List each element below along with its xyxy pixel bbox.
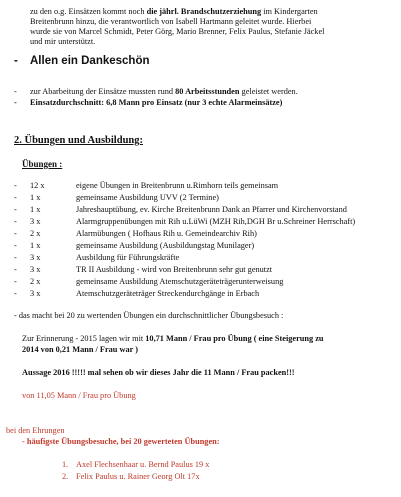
list-bullet: - xyxy=(14,205,17,214)
list-bullet: - xyxy=(14,241,17,250)
honors-rank: 2. xyxy=(62,472,69,481)
list-bullet: - xyxy=(14,265,17,274)
reminder-line-2: 2014 von 0,21 Mann / Frau war ) xyxy=(22,345,139,354)
list-item: Alarmgruppenübungen mit Rih u.LüWi (MZH Rih,DGH Br u.Schreiner Herrschaft) xyxy=(76,217,356,226)
list-item-count: 1 x xyxy=(30,241,41,250)
intro-line-4: und mir unterstützt. xyxy=(30,37,96,46)
list-bullet: - xyxy=(14,181,17,190)
honors-entry: Felix Paulus u. Rainer Georg Olt 17x xyxy=(76,472,200,481)
reminder-line-1: Zur Erinnerung - 2015 lagen wir mit 10,71 Mann / Frau pro Übung ( eine Steigerung zu xyxy=(22,334,324,343)
list-item-count: 1 x xyxy=(30,193,41,202)
list-item-count: 1 x xyxy=(30,205,41,214)
list-item-count: 3 x xyxy=(30,217,41,226)
intro-line-3: wurde sie von Marcel Schmidt, Peter Görg, Mario Brenner, Felix Paulus, Stefanie Jäckel xyxy=(30,27,325,36)
list-bullet: - xyxy=(14,253,17,262)
list-item-count: 2 x xyxy=(30,277,41,286)
work-bullet: - xyxy=(14,87,17,96)
list-bullet: - xyxy=(14,229,17,238)
list-item: TR II Ausbildung - wird von Breitenbrunn sehr gut genutzt xyxy=(76,265,273,274)
intro-line-1: zu den o.g. Einsätzen kommt noch die jährl. Brandschutzerziehung im Kindergarten xyxy=(30,7,318,16)
list-item: eigene Übungen in Breitenbrunn u.Rimhorn teils gemeinsam xyxy=(76,181,279,190)
result-line: von 11,05 Mann / Frau pro Übung xyxy=(22,391,136,400)
list-item-count: 2 x xyxy=(30,229,41,238)
list-bullet: - xyxy=(14,277,17,286)
honors-rank: 1. xyxy=(62,460,69,469)
list-item: Alarmübungen ( Hofhaus Rih u. Gemeindearchiv Rih) xyxy=(76,229,257,238)
avg-line: Einsatzdurchschnitt: 6,8 Mann pro Einsatz (nur 3 echte Alarmeinsätze) xyxy=(30,98,283,107)
list-item: gemeinsame Ausbildung (Ausbildungstag Munilager) xyxy=(76,241,255,250)
thanks-bullet: - xyxy=(14,55,18,67)
list-item: gemeinsame Ausbildung UVV (2 Termine) xyxy=(76,193,219,202)
thanks-heading: Allen ein Dankeschön xyxy=(30,55,150,67)
list-item: Jahreshauptübung, ev. Kirche Breitenbrunn Dank an Pfarrer und Kirchenvorstand xyxy=(76,205,347,214)
section2-subheading: Übungen : xyxy=(22,159,63,169)
list-item-count: 3 x xyxy=(30,265,41,274)
summary-line: - das macht bei 20 zu wertenden Übungen ein durchschnittlicher Übungsbesuch : xyxy=(14,311,284,320)
avg-bullet: - xyxy=(14,98,17,107)
honors-entry: Axel Flechsenhaar u. Bernd Paulus 19 x xyxy=(76,460,210,469)
statement-line: Aussage 2016 !!!!! mal sehen ob wir dieses Jahr die 11 Mann / Frau packen!!! xyxy=(22,368,295,377)
list-bullet: - xyxy=(14,193,17,202)
list-bullet: - xyxy=(14,217,17,226)
honors-title: - häufigste Übungsbesuche, bei 20 gewerteten Übungen: xyxy=(22,437,220,446)
list-item-count: 3 x xyxy=(30,289,41,298)
list-item: Atemschutzgeräteträger Streckendurchgänge in Erbach xyxy=(76,289,260,298)
work-hours-line: zur Abarbeitung der Einsätze mussten rund 80 Arbeitsstunden geleistet werden. xyxy=(30,87,298,96)
intro-line-2: Breitenbrunn hinzu, die verantwortlich von Isabell Hartmann geleitet wurde. Hierbei xyxy=(30,17,312,26)
list-bullet: - xyxy=(14,289,17,298)
list-item: Ausbildung für Führungskräfte xyxy=(76,253,180,262)
honors-intro: bei den Ehrungen xyxy=(6,426,65,435)
section2-heading: 2. Übungen und Ausbildung: xyxy=(14,135,143,146)
list-item: gemeinsame Ausbildung Atemschutzgeräteträgerunterweisung xyxy=(76,277,284,286)
list-item-count: 3 x xyxy=(30,253,41,262)
list-item-count: 12 x xyxy=(30,181,45,190)
